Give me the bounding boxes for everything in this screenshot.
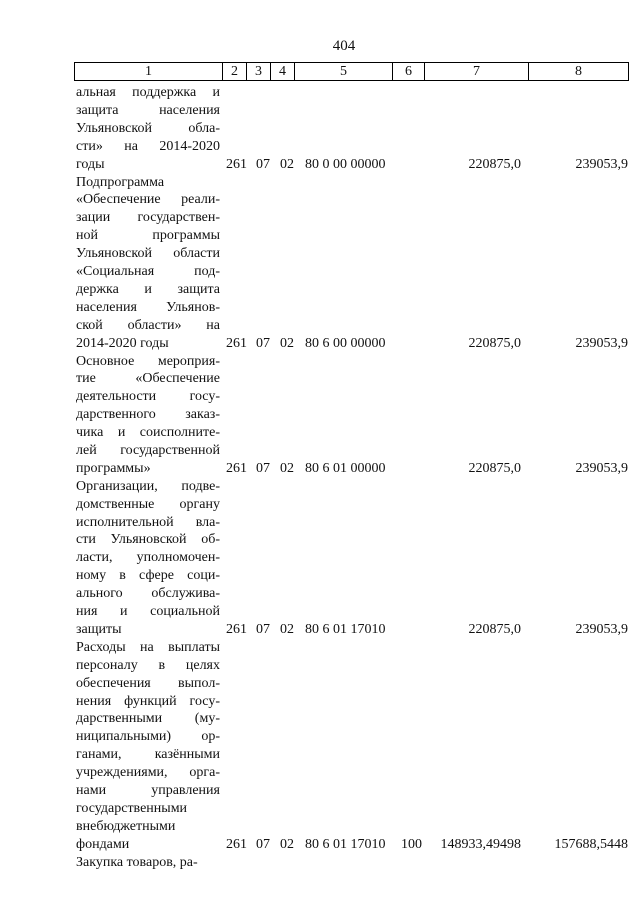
header-col-1: 1	[75, 63, 223, 80]
cell-col2: 261	[226, 836, 247, 852]
description-line: Закупка товаров, ра-	[76, 854, 198, 870]
description-line: внебюджетными	[76, 818, 176, 834]
description-line: деятельности госу-	[76, 389, 220, 405]
cell-col5: 80 6 00 00000	[305, 335, 386, 351]
description-line: «Социальная под-	[76, 263, 220, 279]
description-line: ниципальными) ор-	[76, 729, 220, 745]
row-description	[76, 174, 220, 353]
description-line: ной программы	[76, 228, 220, 244]
cell-col3: 07	[256, 156, 270, 172]
description-line: «Обеспечение реали-	[76, 192, 220, 208]
description-line: фондами	[76, 836, 130, 852]
row-description	[76, 639, 220, 854]
cell-col8: 239053,9	[575, 335, 628, 351]
row-description	[76, 854, 220, 872]
description-line: годы	[76, 156, 105, 172]
description-line: ния и социальной	[76, 604, 220, 620]
header-col-5: 5	[295, 63, 393, 80]
cell-col2: 261	[226, 156, 247, 172]
description-line: Подпрограмма	[76, 174, 165, 190]
description-line: 2014-2020 годы	[76, 335, 169, 351]
cell-col7: 220875,0	[468, 621, 521, 637]
description-line: дарственного заказ-	[76, 407, 220, 423]
description-line: сти Ульяновской об-	[76, 532, 220, 548]
cell-col4: 02	[280, 156, 294, 172]
cell-col5: 80 6 01 17010	[305, 836, 386, 852]
cell-col3: 07	[256, 460, 270, 476]
description-line: держка и защита	[76, 281, 220, 297]
description-line: ской области» на	[76, 317, 220, 333]
cell-col7: 148933,49498	[440, 836, 521, 852]
cell-col4: 02	[280, 836, 294, 852]
header-col-4: 4	[271, 63, 295, 80]
description-line: исполнительной вла-	[76, 514, 220, 530]
cell-col8: 157688,5448	[554, 836, 628, 852]
cell-col4: 02	[280, 335, 294, 351]
table-row	[0, 639, 640, 854]
table-row	[0, 854, 640, 872]
description-line: ному в сфере соци-	[76, 568, 220, 584]
description-line: чика и соисполните-	[76, 425, 220, 441]
description-line: Основное мероприя-	[76, 353, 220, 369]
header-col-6: 6	[393, 63, 425, 80]
cell-col4: 02	[280, 460, 294, 476]
table-header	[74, 62, 629, 81]
header-col-8: 8	[575, 64, 582, 79]
row-description	[76, 84, 220, 173]
description-line: государственными	[76, 800, 188, 816]
description-line: лей государственной	[76, 442, 220, 458]
description-line: альная поддержка и	[76, 85, 220, 100]
description-line: защита населения	[76, 102, 220, 118]
description-line: защиты	[76, 621, 122, 637]
cell-col5: 80 6 01 00000	[305, 460, 386, 476]
page-number: 404	[332, 38, 356, 54]
row-description	[76, 353, 220, 478]
description-line: Организации, подве-	[76, 478, 220, 494]
description-line: нами управления	[76, 783, 220, 799]
cell-col2: 261	[226, 460, 247, 476]
table-row	[0, 478, 640, 639]
cell-col7: 220875,0	[468, 156, 521, 172]
description-line: нения функций госу-	[76, 693, 220, 709]
description-line: населения Ульянов-	[76, 299, 220, 315]
cell-col3: 07	[256, 621, 270, 637]
description-line: зации государствен-	[76, 210, 220, 226]
description-line: ласти, уполномочен-	[76, 550, 220, 566]
header-col-3: 3	[247, 63, 271, 80]
description-line: персоналу в целях	[76, 657, 220, 673]
description-line: тие «Обеспечение	[76, 371, 220, 387]
cell-col2: 261	[226, 621, 247, 637]
cell-col7: 220875,0	[468, 460, 521, 476]
row-description	[76, 478, 220, 639]
description-line: обеспечения выпол-	[76, 675, 220, 691]
description-line: ального обслужива-	[76, 586, 220, 602]
table-row	[0, 353, 640, 478]
cell-col8: 239053,9	[575, 621, 628, 637]
description-line: Ульяновской области	[76, 246, 220, 262]
description-line: программы»	[76, 460, 151, 476]
cell-col2: 261	[226, 335, 247, 351]
description-line: Расходы на выплаты	[76, 639, 220, 655]
description-line: дарственными (му-	[76, 711, 220, 727]
table-row	[0, 84, 640, 174]
description-line: ганами, казёнными	[76, 747, 220, 763]
header-col-2: 2	[223, 63, 247, 80]
description-line: сти» на 2014-2020	[76, 138, 220, 154]
description-line: домственные органу	[76, 496, 220, 512]
cell-col3: 07	[256, 335, 270, 351]
description-line: учреждениями, орга-	[76, 765, 220, 781]
cell-col6: 100	[401, 836, 422, 852]
table-row	[0, 174, 640, 353]
cell-col5: 80 0 00 00000	[305, 156, 386, 172]
cell-col4: 02	[280, 621, 294, 637]
cell-col5: 80 6 01 17010	[305, 621, 386, 637]
cell-col8: 239053,9	[575, 460, 628, 476]
header-col-7: 7	[425, 63, 529, 80]
cell-col3: 07	[256, 836, 270, 852]
cell-col7: 220875,0	[468, 335, 521, 351]
cell-col8: 239053,9	[575, 156, 628, 172]
description-line: Ульяновской обла-	[76, 120, 220, 136]
